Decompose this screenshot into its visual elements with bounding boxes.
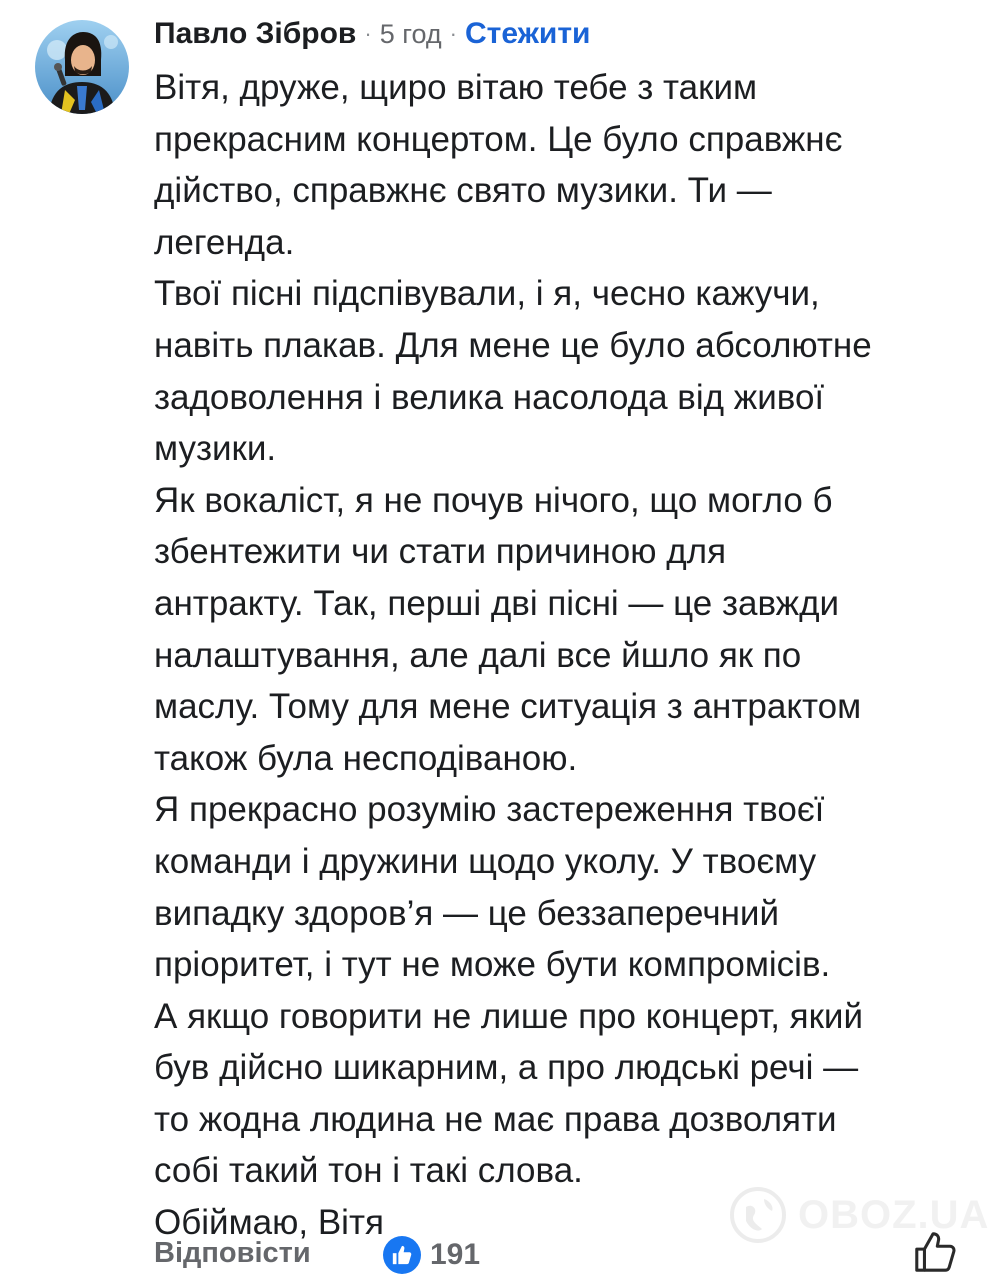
comment-line: був дійсно шикарним, а про людські речі — — [154, 1048, 859, 1088]
comment-header — [154, 12, 590, 56]
avatar[interactable] — [35, 20, 129, 114]
comment-line: легенда. — [154, 222, 295, 262]
comment-line: випадку здоров’я — це беззаперечний — [154, 893, 779, 933]
comment-line: то жодна людина не має права дозволяти — [154, 1099, 837, 1139]
header-separator: · — [449, 21, 457, 46]
thumbs-up-icon — [383, 1236, 421, 1274]
comment-text — [154, 62, 984, 1249]
comment-line: пріоритет, і тут не може бути компромісів. — [154, 945, 831, 985]
like-count: 191 — [430, 1238, 481, 1271]
comment-line: також була несподіваною. — [154, 738, 578, 778]
watermark-text: OBOZ.UA — [798, 1192, 990, 1237]
avatar-photo — [35, 20, 129, 114]
reply-button[interactable]: Відповісти — [154, 1237, 311, 1269]
comment-time[interactable]: 5 год — [379, 18, 442, 49]
thumbs-up-outline-icon — [912, 1229, 958, 1275]
comment-line: А якщо говорити не лише про концерт, який — [154, 996, 864, 1036]
comment-actions — [154, 1233, 984, 1277]
comment-line: маслу. Тому для мене ситуація з антрактом — [154, 687, 862, 727]
comment-line: антракту. Так, перші дві пісні — це завжди — [154, 583, 840, 623]
comment-line: Вітя, друже, щиро вітаю тебе з таким — [154, 68, 758, 107]
comment-line: музики. — [154, 429, 277, 469]
like-button[interactable] — [912, 1229, 958, 1275]
comment-line: збентежити чи стати причиною для — [154, 532, 727, 572]
comment-line: Обіймаю, Вітя — [154, 1203, 384, 1243]
comment-line: задоволення і велика насолода від живої — [154, 377, 825, 417]
comment-line: Я прекрасно розумію застереження твоєї — [154, 790, 825, 830]
comment-line: Як вокаліст, я не почув нічого, що могло б — [154, 480, 833, 520]
comment-line: команди і дружини щодо уколу. У твоєму — [154, 841, 817, 881]
comment-line: налаштування, але далі все йшло як по — [154, 635, 802, 675]
header-separator: · — [364, 21, 372, 46]
comment-line: прекрасним концертом. Це було справжнє — [154, 119, 843, 159]
author-name[interactable]: Павло Зібров — [154, 17, 357, 50]
reaction-summary[interactable] — [383, 1233, 480, 1277]
comment-line: собі такий тон і такі слова. — [154, 1151, 583, 1191]
comment-line: дійство, справжнє свято музики. Ти — — [154, 171, 772, 211]
follow-button[interactable]: Стежити — [464, 17, 591, 50]
comment-line: Твої пісні підспівували, і я, чесно кажучи, — [154, 274, 820, 314]
comment-line: навіть плакав. Для мене це було абсолютне — [154, 325, 872, 365]
